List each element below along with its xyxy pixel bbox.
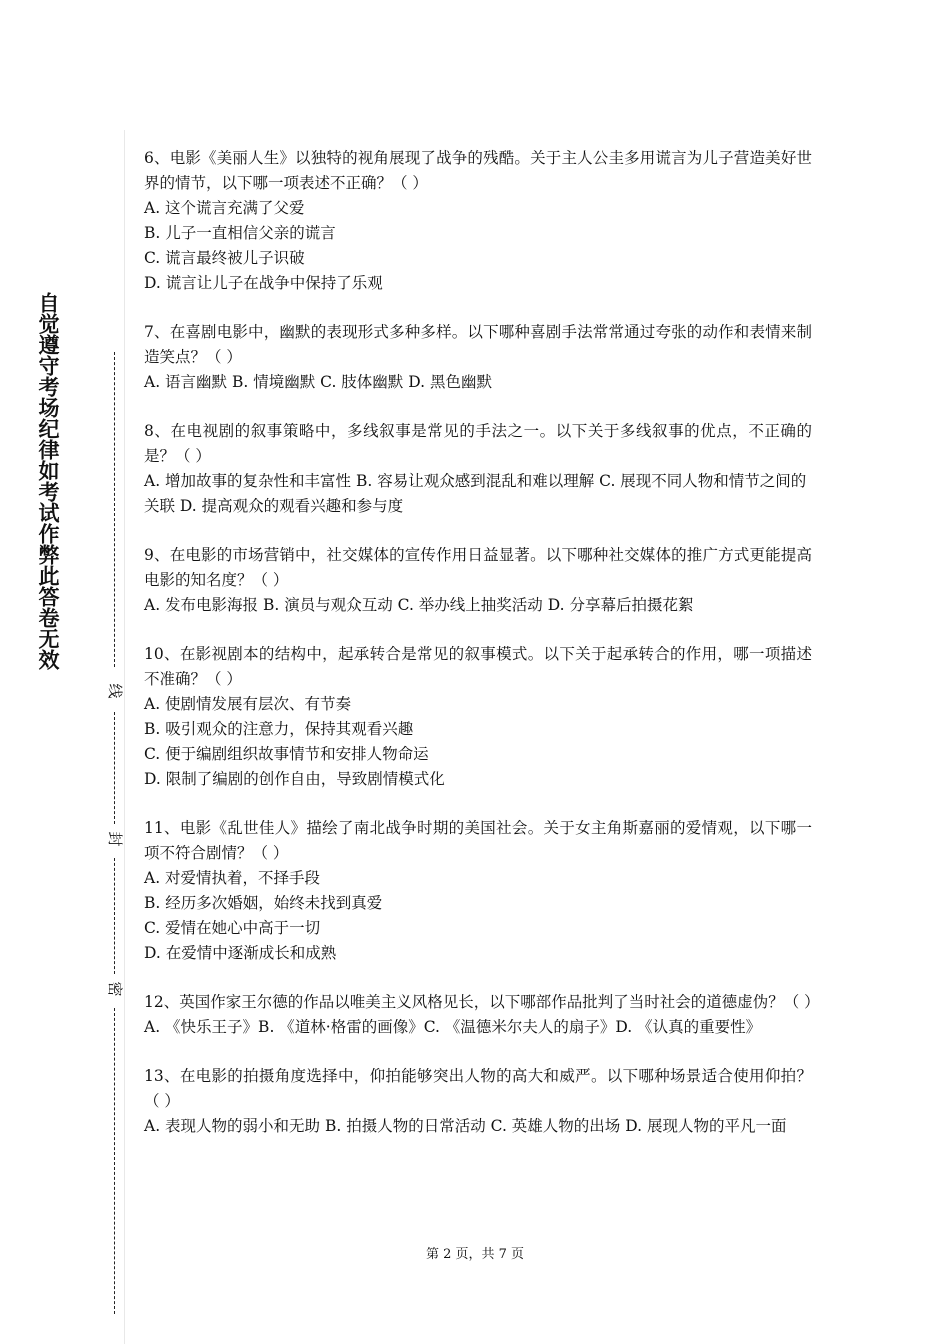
question-stem: 12、英国作家王尔德的作品以唯美主义风格见长，以下哪部作品批判了当时社会的道德虚伪？（ ） — [144, 993, 820, 1011]
seal-line-bottom — [114, 1008, 115, 1314]
page-number: 第 2 页，共 7 页 — [425, 1247, 525, 1262]
option-c: C. 便于编剧组织故事情节和安排人物命运 — [144, 745, 429, 763]
question-stem: 13、在电影的拍摄角度选择中，仰拍能够突出人物的高大和威严。以下哪种场景适合使用仰拍？（ ） — [144, 1067, 812, 1110]
question-13 — [144, 1064, 812, 1139]
seal-line-middle-1 — [114, 712, 115, 824]
option-d: D. 限制了编剧的创作自由，导致剧情模式化 — [144, 770, 445, 788]
question-list — [144, 146, 820, 1163]
question-11 — [144, 816, 812, 966]
question-stem: 10、在影视剧本的结构中，起承转合是常见的叙事模式。以下关于起承转合的作用，哪一项描述不准确？（ ） — [144, 645, 812, 688]
option-b: B. 儿子一直相信父亲的谎言 — [144, 224, 336, 242]
option-a: A. 这个谎言充满了父爱 — [144, 199, 305, 217]
option-a: A. 对爱情执着，不择手段 — [144, 869, 321, 887]
seal-line-middle-2 — [114, 858, 115, 974]
option-c: C. 爱情在她心中高于一切 — [144, 919, 321, 937]
inline-options: A. 表现人物的弱小和无助 B. 拍摄人物的日常活动 C. 英雄人物的出场 D. 展现人物的平凡一面 — [144, 1117, 787, 1135]
inline-options: A. 语言幽默 B. 情境幽默 C. 肢体幽默 D. 黑色幽默 — [144, 373, 492, 391]
margin-rule — [124, 130, 125, 1344]
question-stem: 6、电影《美丽人生》以独特的视角展现了战争的残酷。关于主人公圭多用谎言为儿子营造美好世界的情节，以下哪一项表述不正确？（ ） — [144, 149, 812, 192]
question-stem: 7、在喜剧电影中，幽默的表现形式多种多样。以下哪种喜剧手法常常通过夸张的动作和表情来制造笑点？（ ） — [144, 323, 812, 366]
question-stem: 9、在电影的市场营销中，社交媒体的宣传作用日益显著。以下哪种社交媒体的推广方式更能提高电影的知名度？（ ） — [144, 546, 812, 589]
question-12 — [144, 990, 820, 1040]
option-d: D. 谎言让儿子在战争中保持了乐观 — [144, 274, 383, 292]
inline-options: A. 增加故事的复杂性和丰富性 B. 容易让观众感到混乱和难以理解 C. 展现不同人物和情节之间的关联 D. 提高观众的观看兴趣和参与度 — [144, 472, 807, 515]
seal-line-top — [114, 352, 115, 667]
exam-discipline-notice: 自觉遵守考场纪律如考试作弊此答卷无效 — [36, 292, 60, 670]
question-8 — [144, 419, 812, 519]
option-c: C. 谎言最终被儿子识破 — [144, 249, 305, 267]
seal-mark-line: 线 — [104, 680, 126, 702]
option-d: D. 在爱情中逐渐成长和成熟 — [144, 944, 337, 962]
question-6 — [144, 146, 812, 296]
question-9 — [144, 543, 812, 618]
inline-options: A. 《快乐王子》B. 《道林·格雷的画像》C. 《温德米尔夫人的扇子》D. 《认真的重要性》 — [144, 1018, 762, 1036]
inline-options: A. 发布电影海报 B. 演员与观众互动 C. 举办线上抽奖活动 D. 分享幕后拍摄花絮 — [144, 596, 694, 614]
option-b: B. 吸引观众的注意力，保持其观看兴趣 — [144, 720, 414, 738]
question-stem: 8、在电视剧的叙事策略中，多线叙事是常见的手法之一。以下关于多线叙事的优点，不正确的是？（ ） — [144, 422, 812, 465]
question-stem: 11、电影《乱世佳人》描绘了南北战争时期的美国社会。关于女主角斯嘉丽的爱情观，以下哪一项不符合剧情？（ ） — [144, 819, 812, 862]
option-b: B. 经历多次婚姻，始终未找到真爱 — [144, 894, 383, 912]
option-a: A. 使剧情发展有层次、有节奏 — [144, 695, 352, 713]
seal-mark-secret: 密 — [104, 978, 126, 1000]
question-7 — [144, 320, 812, 395]
seal-mark-seal: 封 — [104, 828, 126, 850]
question-10 — [144, 642, 812, 792]
